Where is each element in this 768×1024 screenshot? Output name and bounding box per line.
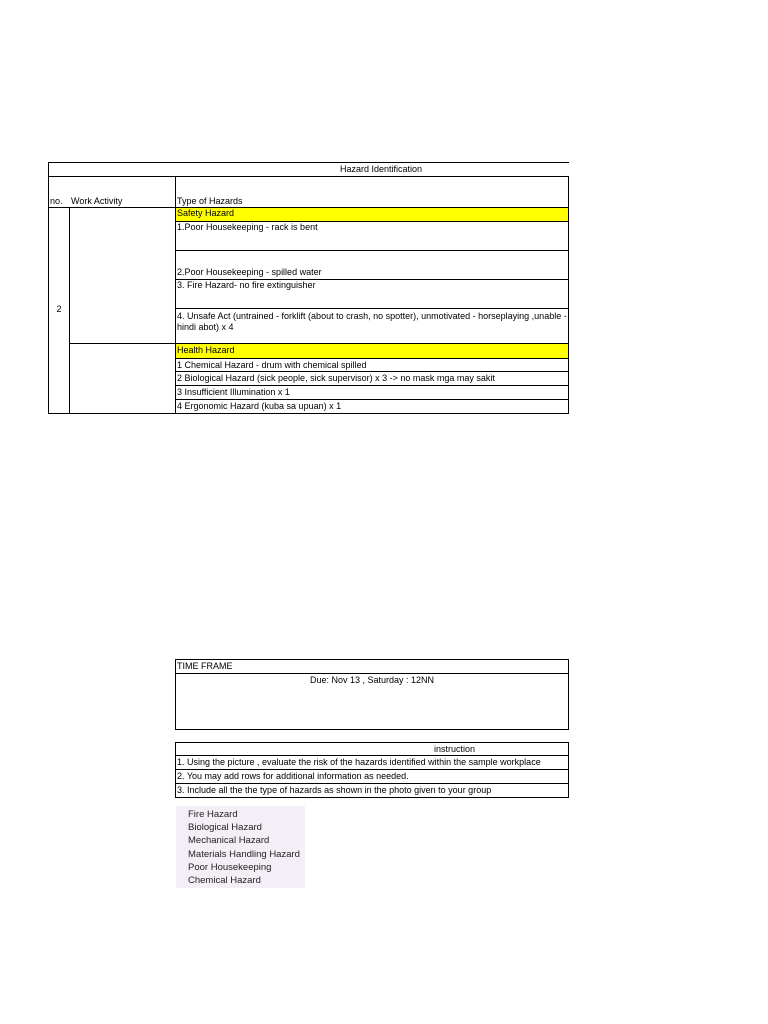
instruction-border-right bbox=[568, 742, 569, 798]
instruction-border-left bbox=[175, 742, 176, 798]
time-frame-divider bbox=[175, 673, 569, 674]
table-divider bbox=[175, 358, 569, 359]
time-frame-label: TIME FRAME bbox=[177, 661, 233, 671]
safety-hazard-item: 1.Poor Housekeeping - rack is bent bbox=[177, 222, 318, 232]
health-hazard-item: 2 Biological Hazard (sick people, sick supervisor) x 3 -> no mask mga may sakit bbox=[177, 373, 495, 383]
time-frame-due: Due: Nov 13 , Saturday : 12NN bbox=[309, 675, 435, 685]
instruction-divider bbox=[175, 769, 569, 770]
table-divider bbox=[175, 250, 569, 251]
hazard-type-item: Materials Handling Hazard bbox=[188, 849, 300, 860]
table-border-left bbox=[48, 162, 49, 414]
safety-hazard-item: 3. Fire Hazard- no fire extinguisher bbox=[177, 280, 316, 290]
hazard-type-item: Chemical Hazard bbox=[188, 875, 261, 886]
hazard-type-item: Poor Housekeeping bbox=[188, 862, 272, 873]
table-divider bbox=[175, 371, 569, 372]
instruction-border-top bbox=[175, 742, 569, 743]
instruction-divider bbox=[175, 755, 569, 756]
hazard-type-item: Biological Hazard bbox=[188, 822, 262, 833]
safety-hazard-label: Safety Hazard bbox=[176, 208, 568, 221]
health-hazard-item: 3 Insufficient Illumination x 1 bbox=[177, 387, 290, 397]
instruction-border-bottom bbox=[175, 797, 569, 798]
health-hazard-item: 4 Ergonomic Hazard (kuba sa upuan) x 1 bbox=[177, 401, 342, 411]
instruction-divider bbox=[175, 783, 569, 784]
instruction-item: 2. You may add rows for additional information as needed. bbox=[177, 771, 409, 781]
instruction-item: 3. Include all the the type of hazards as shown in the photo given to your group bbox=[177, 785, 492, 795]
instruction-title: instruction bbox=[434, 744, 476, 754]
table-divider bbox=[175, 308, 569, 309]
instruction-item: 1. Using the picture , evaluate the risk of the hazards identified within the sample workplace bbox=[177, 757, 541, 767]
table-column-divider bbox=[69, 207, 70, 414]
table-divider bbox=[175, 399, 569, 400]
table-border-top bbox=[48, 162, 569, 163]
header-type-of-hazards: Type of Hazards bbox=[177, 196, 243, 206]
header-no: no. bbox=[50, 196, 63, 206]
hazard-type-item: Fire Hazard bbox=[188, 809, 238, 820]
table-title: Hazard Identification bbox=[340, 164, 423, 174]
table-divider bbox=[175, 385, 569, 386]
health-hazard-label: Health Hazard bbox=[176, 344, 568, 358]
table-divider bbox=[48, 176, 569, 177]
safety-hazard-item: 2.Poor Housekeeping - spilled water bbox=[177, 267, 322, 277]
header-work-activity: Work Activity bbox=[71, 196, 123, 206]
hazard-type-item: Mechanical Hazard bbox=[188, 835, 270, 846]
health-hazard-item: 1 Chemical Hazard - drum with chemical spilled bbox=[177, 360, 367, 370]
hazard-types-list bbox=[176, 806, 305, 888]
safety-hazard-item: 4. Unsafe Act (untrained - forklift (about to crash, no spotter), unmotivated - horseplaying ,unable - hindi abot) x 4 bbox=[177, 311, 567, 332]
table-border-right bbox=[568, 176, 569, 414]
table-border-bottom bbox=[48, 413, 569, 414]
row-number: 2 bbox=[56, 304, 62, 314]
